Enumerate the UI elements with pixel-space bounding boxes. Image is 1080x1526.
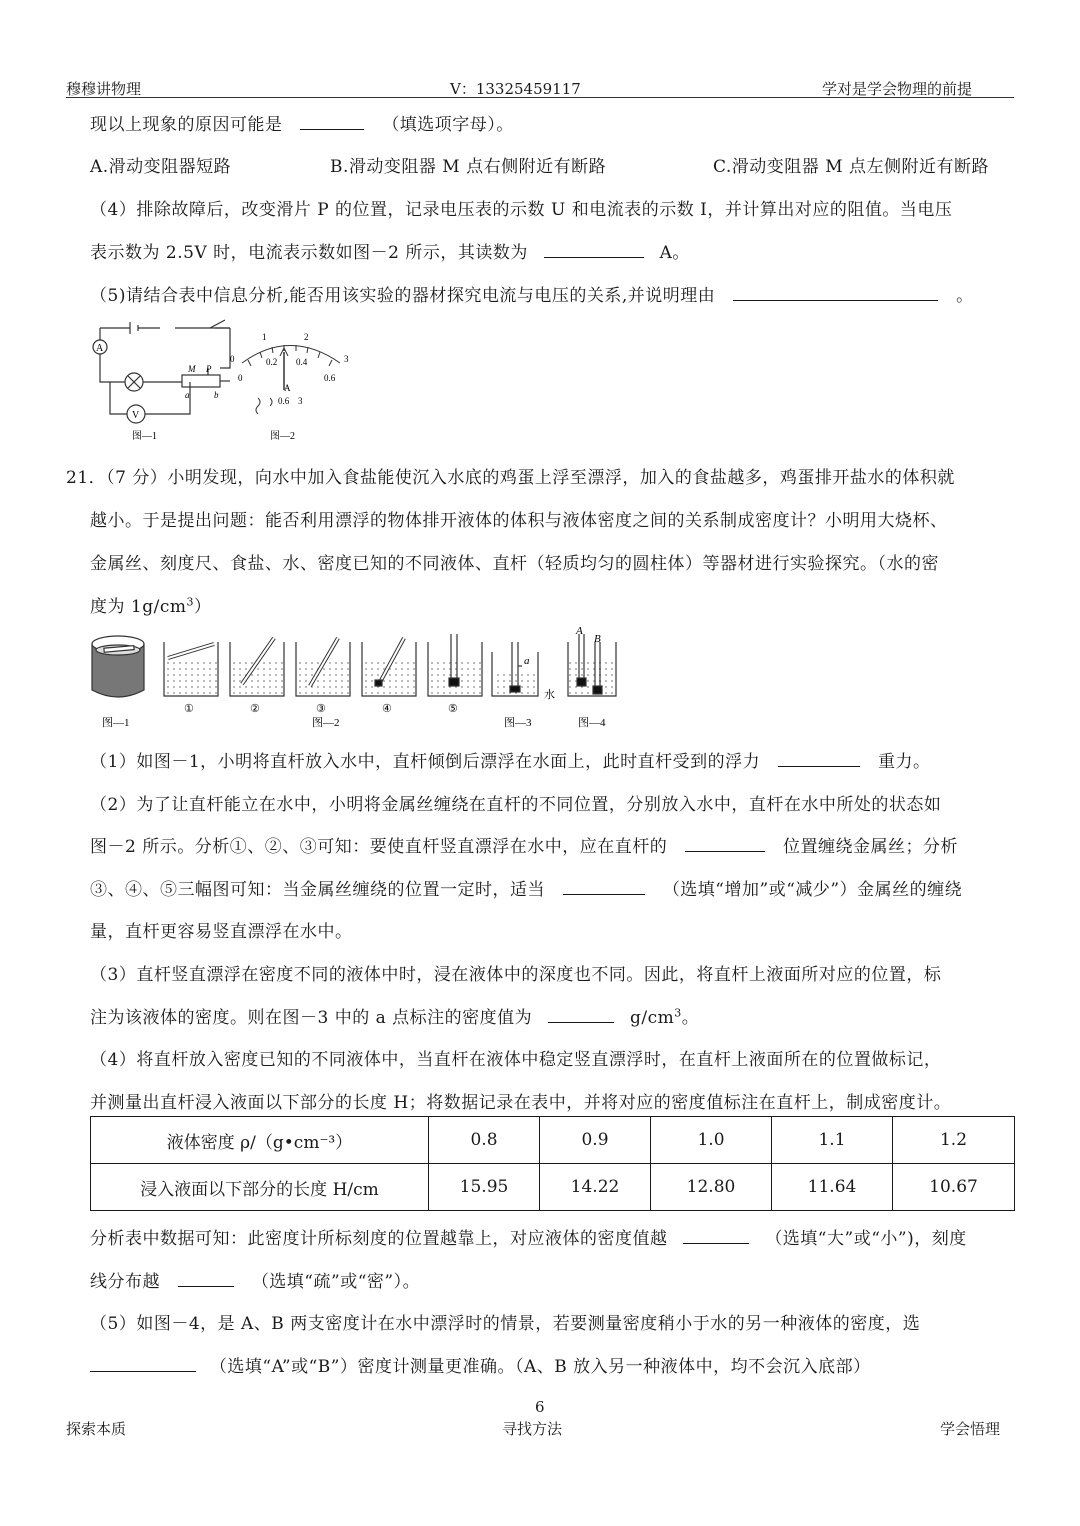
table-cell: 12.80	[651, 1164, 772, 1211]
q21-blank-ab[interactable]	[90, 1357, 196, 1372]
q21-p2-line2	[90, 832, 958, 857]
q20-option-a: A.滑动变阻器短路	[90, 157, 232, 177]
q21-line1: 21．（7 分）小明发现，向水中加入食盐能使沉入水底的鸡蛋上浮至漂浮，加入的食盐越多，鸡蛋排开盐水的体积就	[66, 468, 955, 488]
q21-blank-buoyancy[interactable]	[778, 752, 860, 767]
q21-p2-text-a: 图－2 所示。分析①、②、③可知：要使直杆竖直漂浮在水中，应在直杆的	[90, 837, 668, 857]
q21-p2-line4: 量，直杆更容易竖直漂浮在水中。	[90, 922, 353, 942]
q21-p5-line1: （5）如图－4，是 A、B 两支密度计在水中漂浮时的情景，若要测量密度稍小于水的另一种液体的密度，选	[90, 1314, 921, 1334]
fig2-caption-1: ①	[184, 703, 194, 715]
meter-unit: A	[284, 383, 291, 393]
fig2-caption-2: ②	[250, 703, 260, 715]
q21-p3-end: 。	[681, 1008, 700, 1028]
table-cell: 0.8	[429, 1117, 540, 1164]
table-cell: 10.67	[893, 1164, 1015, 1211]
header-center: V：13325459117	[450, 80, 581, 98]
fig2-beaker-5	[428, 634, 482, 696]
table-row	[91, 1164, 1015, 1211]
fig1-beaker	[92, 636, 144, 697]
meter-terminal-3: 3	[298, 396, 303, 406]
q21-p3-unit: g/cm	[629, 1008, 675, 1028]
header-right: 学对是学会物理的前提	[822, 80, 973, 98]
q21-p4-line1: （4）将直杆放入密度已知的不同液体中，当直杆在液体中稳定竖直漂浮时，在直杆上液面所在的位置做标记，	[90, 1050, 942, 1070]
q20-option-c: C.滑动变阻器 M 点左侧附近有断路	[713, 157, 990, 177]
meter-fine-04: 0.4	[296, 357, 308, 367]
q21-p3-line1: （3）直杆竖直漂浮在密度不同的液体中时，浸在液体中的深度也不同。因此，将直杆上液面所对应的位置，标	[90, 965, 942, 985]
fig2-beaker-2	[230, 638, 284, 696]
table-cell: 14.22	[540, 1164, 651, 1211]
fig4-label-a: A	[576, 625, 583, 637]
footer-right: 学会悟理	[940, 1420, 1001, 1438]
fig2-caption-3: ③	[316, 703, 326, 715]
table-cell: 11.64	[772, 1164, 893, 1211]
q20-intro-line	[90, 110, 514, 135]
voltmeter-label: V	[132, 410, 140, 421]
q21-p3-text: 注为该液体的密度。则在图－3 中的 a 点标注的密度值为	[90, 1008, 533, 1028]
q21-line2: 越小。于是提出问题：能否利用漂浮的物体排开液体的体积与液体密度之间的关系制成密度计？小明用大烧杯、	[90, 511, 948, 531]
ammeter-label: A	[96, 343, 104, 354]
q21-blank-spacing[interactable]	[178, 1272, 234, 1287]
q20-p4-text: 表示数为 2.5V 时，电流表示数如图－2 所示，其读数为	[90, 243, 528, 263]
fig2-beaker-4	[362, 638, 416, 696]
fig2-beaker-1	[164, 642, 218, 696]
table-header-length: 浸入液面以下部分的长度 H/cm	[91, 1164, 429, 1211]
meter-fine-0: 0	[238, 373, 243, 383]
q21-p5-line2	[90, 1352, 871, 1377]
table-cell: 0.9	[540, 1117, 651, 1164]
q21-fig4-label: 图—4	[578, 717, 606, 729]
density-table	[90, 1116, 1015, 1211]
rheostat-a-label: a	[185, 390, 190, 400]
q21-fig3-label: 图—3	[504, 717, 532, 729]
q21-fig1-label: 图—1	[102, 717, 130, 729]
meter-scale-1: 1	[262, 332, 267, 342]
q21-blank-amount[interactable]	[563, 880, 645, 895]
meter-scale-2: 2	[304, 332, 309, 342]
q21-p2-text-d: （选填“增加”或“减少”）金属丝的缠绕	[662, 880, 963, 900]
q21-analysis-text-d: （选填“疏”或“密”）。	[251, 1272, 421, 1292]
meter-fine-06: 0.6	[324, 373, 336, 383]
q21-p2-text-c: ③、④、⑤三幅图可知：当金属丝缠绕的位置一定时，适当	[90, 880, 545, 900]
q21-p2-line1: （2）为了让直杆能立在水中，小明将金属丝缠绕在直杆的不同位置，分别放入水中，直杆在水中所处的状态如	[90, 795, 942, 815]
footer-left: 探索本质	[66, 1420, 127, 1438]
q21-figures	[88, 624, 628, 736]
q20-option-b: B.滑动变阻器 M 点右侧附近有断路	[330, 157, 607, 177]
meter-fine-02: 0.2	[266, 357, 278, 367]
fig3-beaker	[492, 642, 538, 696]
q21-analysis-line1	[90, 1224, 967, 1249]
q21-analysis-text-a: 分析表中数据可知：此密度计所标刻度的位置越靠上，对应液体的密度值越	[90, 1229, 668, 1249]
q21-p2-text-b: 位置缠绕金属丝；分析	[783, 837, 959, 857]
table-cell: 1.2	[893, 1117, 1015, 1164]
q21-blank-position[interactable]	[685, 837, 765, 852]
meter-scale-3: 3	[344, 354, 349, 364]
q21-line4-end: ）	[193, 597, 212, 617]
header-left: 穆穆讲物理	[66, 80, 142, 98]
q20-blank-reason[interactable]	[733, 286, 938, 301]
q21-line3: 金属丝、刻度尺、食盐、水、密度已知的不同液体、直杆（轻质均匀的圆柱体）等器材进行实验探究。（水的密	[90, 554, 939, 574]
slider-m-label: M	[188, 364, 196, 374]
q20-p4-line2	[90, 238, 690, 263]
fig4-label-b: B	[594, 633, 601, 645]
q21-line4-text: 度为 1g/cm	[90, 597, 187, 617]
q20-p5-end: 。	[956, 286, 974, 306]
q20-p5-text: （5)请结合表中信息分析,能否用该实验的器材探究电流与电压的关系,并说明理由	[90, 286, 716, 306]
q21-blank-density[interactable]	[548, 1008, 614, 1023]
fig3-water-label: 水	[544, 689, 555, 701]
fig4-beaker	[568, 634, 616, 696]
fig2-beaker-3	[296, 638, 350, 696]
q21-p4-line2: 并测量出直杆浸入液面以下部分的长度 H；将数据记录在表中，并将对应的密度值标注在直杆上，制成密度计。	[90, 1093, 952, 1113]
q21-p2-line3	[90, 875, 962, 900]
q20-blank-reading[interactable]	[544, 243, 644, 258]
q21-p3-sup: 3	[674, 1006, 682, 1020]
meter-terminal-06: 0.6	[278, 396, 290, 406]
fig2-caption-4: ④	[382, 703, 392, 715]
table-header-density: 液体密度 ρ/（g•cm⁻³）	[91, 1117, 429, 1164]
q20-intro: 现以上现象的原因可能是	[90, 115, 283, 135]
rheostat-b-label: b	[214, 390, 219, 400]
q20-p5-line	[90, 281, 974, 306]
q21-p1-tail: 重力。	[877, 752, 931, 772]
q20-fig2-label: 图—2	[270, 431, 295, 442]
table-row	[91, 1117, 1015, 1164]
footer-center: 寻找方法	[502, 1420, 563, 1438]
q21-p1-line	[90, 747, 930, 772]
fig3-point-a: a	[524, 655, 530, 667]
header-divider	[66, 97, 1014, 98]
q21-line4	[90, 592, 211, 617]
q21-line4-sup: 3	[186, 595, 194, 609]
q20-p4-unit: A。	[659, 243, 690, 263]
page-number: 6	[535, 1398, 545, 1416]
table-cell: 1.1	[772, 1117, 893, 1164]
table-cell: 1.0	[651, 1117, 772, 1164]
q20-figures	[90, 318, 370, 446]
q21-analysis-text-b: （选填“大”或“小”)，刻度	[765, 1229, 967, 1249]
q20-intro-tail: （填选项字母）。	[382, 115, 514, 135]
q20-p4-line1: （4）排除故障后，改变滑片 P 的位置，记录电压表的示数 U 和电流表的示数 I，并计算出对应的阻值。当电压	[90, 200, 953, 220]
q21-fig2-label: 图—2	[312, 717, 340, 729]
q20-blank-cause[interactable]	[300, 115, 364, 130]
q21-p3-line2	[90, 1003, 699, 1028]
q21-analysis-line2	[90, 1267, 420, 1292]
q21-p5-text: （选填“A”或“B”）密度计测量更准确。（A、B 放入另一种液体中，均不会沉入底部）	[209, 1357, 871, 1377]
q21-p1-text: （1）如图－1，小明将直杆放入水中，直杆倾倒后漂浮在水面上，此时直杆受到的浮力	[90, 752, 761, 772]
fig2-caption-5: ⑤	[448, 703, 458, 715]
table-cell: 15.95	[429, 1164, 540, 1211]
q21-blank-bigsmall[interactable]	[683, 1229, 749, 1244]
slider-p-label: P	[206, 364, 212, 374]
q21-analysis-text-c: 线分布越	[90, 1272, 160, 1292]
q20-fig1-label: 图—1	[132, 431, 157, 442]
meter-scale-0: 0	[230, 354, 235, 364]
